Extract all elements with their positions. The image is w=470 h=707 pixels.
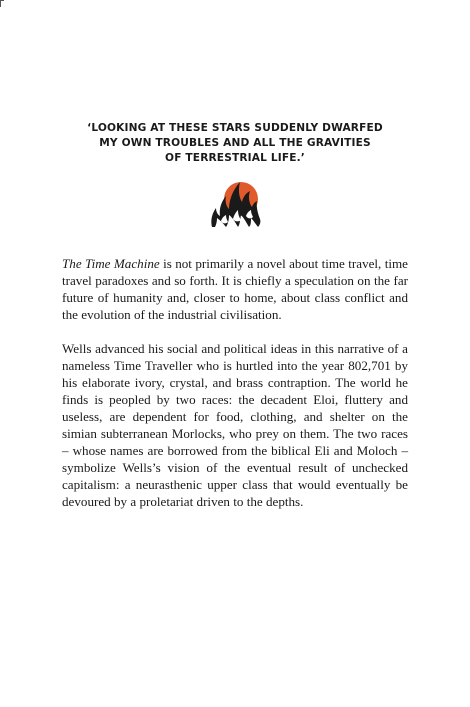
pull-quote [60,121,410,166]
book-title: The Time Machine [62,256,160,271]
burning-planet-icon [207,177,263,227]
quote-line: OF TERRESTRIAL LIFE.’ [165,152,305,164]
description-paragraph [62,255,408,323]
paragraph-text: Wells advanced his social and political ideas in this narrative of a nameless Time Traveller who is hurtled into the year 802,701 by his elaborate ivory, crystal, and brass contraption. The world he finds is peopled by two races: the decadent Eloi, fluttery and useless, are dependent for food, clothing, and shelter on the simian subterranean Morlocks, who prey on them. The two races – whose names are borrowed from the biblical Eli and Moloch – symbolize Wells’s vision of the eventual result of unchecked capitalism: a neurasthenic upper class that would eventually be devoured by a proletariat driven to the depths. [62,341,408,509]
corner-mark [0,0,5,7]
description-paragraph [62,340,408,510]
paragraph-text: is not primarily a novel about time travel, time travel paradoxes and so forth. It is chiefly a speculation on the far future of humanity and, closer to home, about class conflict and the evolution of the industrial civilisation. [62,256,408,322]
book-description [62,255,408,510]
quote-line: MY OWN TROUBLES AND ALL THE GRAVITIES [99,137,371,149]
quote-line: ‘LOOKING AT THESE STARS SUDDENLY DWARFED [87,122,383,134]
